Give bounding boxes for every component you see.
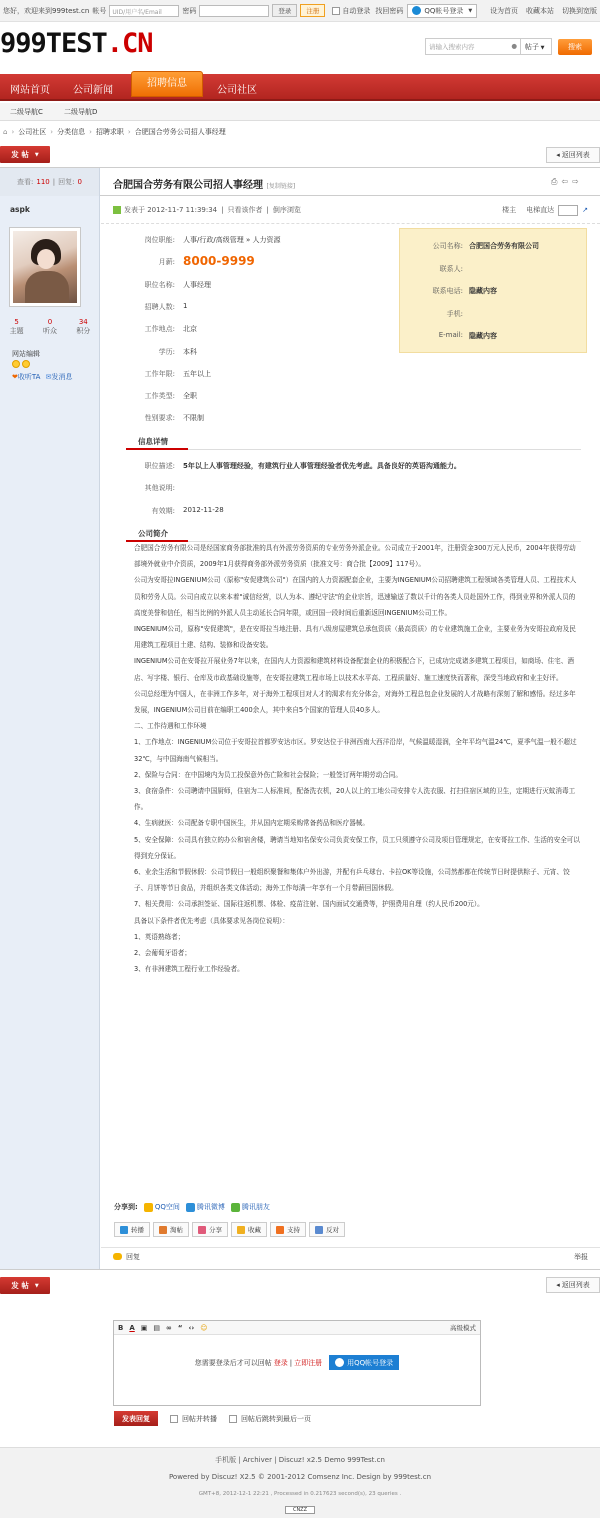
login-prompt xyxy=(114,1355,480,1370)
medals xyxy=(12,360,73,372)
meta-divider: | xyxy=(266,206,269,214)
bold-icon[interactable]: B xyxy=(118,1323,124,1332)
site-logo[interactable] xyxy=(0,30,153,57)
company-paragraph: 5、安全保障：公司具有独立的办公和宿舍楼，聘请当地知名保安公司负责安保工作，员工只须遵守公司及项目管理规定，在安哥拉工作、生活的安全可以得到充分保证。 xyxy=(134,835,580,860)
new-post-button-bottom[interactable] xyxy=(0,1277,50,1294)
advanced-mode-link[interactable]: 高级模式 xyxy=(450,1324,476,1332)
footer-links[interactable]: 手机版 | Archiver | Discuz! x2.5 Demo 999Test.cn xyxy=(215,1456,385,1464)
nav-item-news[interactable]: 公司新闻 xyxy=(73,85,113,96)
share-label: 分享到: xyxy=(114,1203,138,1211)
pengyou-icon xyxy=(231,1203,240,1212)
share-target-label: 腾讯朋友 xyxy=(241,1203,270,1211)
chevron-left-icon: ◂ xyxy=(556,1281,560,1289)
reply-link[interactable]: 回复 xyxy=(126,1252,140,1261)
company-paragraph: 公司总经理为中国人，在非洲工作多年，对于海外工程项目对人才的渴求有充分体会，对海外工程总包企业发展的人才战略有深刻了解和感悟。经过多年发展，INGENIUM公司目前在编职工400余人，其中来自5个国家的管理人员40多人。 xyxy=(134,689,576,715)
logo-suffix: .CN xyxy=(106,28,153,59)
action-label: 收藏 xyxy=(248,1226,261,1234)
thread-title xyxy=(113,176,295,191)
wide-link[interactable]: 切换到宽版 xyxy=(562,6,597,15)
auto-login-label: 自动登录 xyxy=(342,6,371,15)
contact-value: 隐藏内容 xyxy=(469,287,497,295)
report-link[interactable]: 举报 xyxy=(574,1252,588,1261)
job-field-label: 岗位职能: xyxy=(144,236,175,244)
stat-label: 积分 xyxy=(76,327,91,335)
action-label: 转播 xyxy=(131,1226,144,1234)
message-icon: ✉ xyxy=(45,373,52,381)
section-heading: 公司简介 xyxy=(126,528,581,542)
share-tweibo[interactable] xyxy=(186,1202,225,1212)
welcome-text: 您好，欢迎来到999test.cn xyxy=(3,6,90,15)
new-post-label: 发 帖 xyxy=(11,1281,29,1290)
contact-label: 联系电话: xyxy=(432,287,463,295)
views-count: 110 xyxy=(36,178,50,186)
login-button[interactable]: 登录 xyxy=(272,4,297,17)
salary-value: 8000-9999 xyxy=(183,254,255,268)
chevron-down-icon: ▼ xyxy=(34,1282,39,1289)
author-stat[interactable] xyxy=(43,318,57,336)
jump-last-checkbox[interactable] xyxy=(229,1415,237,1423)
oppose-button[interactable] xyxy=(309,1222,345,1237)
breadcrumb-separator: › xyxy=(11,128,15,136)
contact-box xyxy=(399,228,587,353)
nav-item-jobs[interactable]: 招聘信息 xyxy=(131,71,203,97)
stat-value: 0 xyxy=(47,318,53,326)
company-paragraph: 1、英语熟练者； xyxy=(134,932,185,941)
editor-toolbar xyxy=(114,1321,480,1335)
online-icon xyxy=(113,206,121,214)
company-paragraph: 公司为安哥拉INGENIUM公司（原称"安促建筑公司"）在国内的人力资源配套企业，主要为INGENIUM公司招聘建筑工程领域各类管理人员、工程技术人员和劳务人员。公司自成立以来本着"诚信经营，以人为本、遵纪守法"的企业宗旨，迅速输送了数以千计的各类人员赴国外工作，得到业界和外派人员的高度美誉和信任，相当比例的外派人员主动延长合同年限，或回国一段时间后重新返回INGENIUM公司工作。 xyxy=(134,576,577,617)
job-field-value: 人事经理 xyxy=(183,281,211,289)
prev-thread-icon[interactable]: ⇦ xyxy=(561,177,569,186)
qq-login-button[interactable] xyxy=(407,4,477,18)
nav-item-community[interactable]: 公司社区 xyxy=(217,85,257,96)
job-field-label: 工作年限: xyxy=(144,370,175,378)
job-field-value: 1 xyxy=(183,302,188,310)
company-paragraph: 6、业余生活和节假休假：公司节假日一般组织聚餐和集体户外出游，并配有乒乓球台、卡拉OK等设施，公司然都都在传统节日时提供粽子、元宵、饺子、月饼等节日食品，并组织各类文体活动；海外工作每满一年享有一个月带薪回国休假。 xyxy=(134,868,570,893)
subnav-item-d[interactable]: 二级导航D xyxy=(64,108,98,116)
section-heading: 信息详情 xyxy=(126,436,581,450)
contact-label: 手机: xyxy=(446,310,463,318)
thread-tools xyxy=(551,177,579,187)
qq-icon xyxy=(412,6,421,15)
author-stats xyxy=(0,318,100,336)
company-paragraph: 1、工作地点：INGENIUM公司位于安哥拉首都罗安达市区。罗安达位于非洲西南大西洋沿岸，气候温暖湿润，全年平均气温24℃，夏季气温一般不超过32℃，与中国海南气候相当。 xyxy=(134,738,577,763)
company-paragraph: 3、食宿条件：公司聘请中国厨师，住宿为二人标准间，配备洗衣机，20人以上的工地公司安排专人洗衣服、打扫住宿区域的卫生，定期进行灭蚊消毒工作。 xyxy=(134,787,576,812)
breadcrumb-item[interactable]: 公司社区 xyxy=(18,128,47,136)
company-paragraph: INGENIUM公司，原称"安促建筑"，是在安哥拉当地注册、具有八级房屋建筑总承包资质（最高资质）的专业建筑施工企业，主要业务为安哥拉政府及民用建筑工程项目土建、结构、装修和设备安装。 xyxy=(134,625,576,650)
star-icon xyxy=(237,1226,245,1234)
replies-count: 0 xyxy=(77,178,82,186)
contact-value: 隐藏内容 xyxy=(469,332,497,340)
link-icon[interactable]: ∞ xyxy=(166,1323,172,1332)
nav-item-home[interactable]: 网站首页 xyxy=(10,85,50,96)
editor-qq-login-button[interactable] xyxy=(329,1355,399,1370)
message-link[interactable]: 发消息 xyxy=(51,373,73,381)
editor-register-link[interactable]: 立即注册 xyxy=(294,1358,323,1367)
print-icon[interactable]: ⎙ xyxy=(551,177,558,186)
attachment-icon[interactable]: ▤ xyxy=(153,1323,161,1332)
post-meta-bar xyxy=(101,197,600,224)
favorite-button[interactable] xyxy=(231,1222,267,1237)
search-button[interactable]: 搜索 xyxy=(558,39,592,55)
font-color-icon[interactable]: A xyxy=(129,1323,135,1332)
job-field-value: 北京 xyxy=(183,325,197,333)
company-description xyxy=(134,540,581,977)
breadcrumb-item[interactable]: 招聘求职 xyxy=(95,128,124,136)
jump-last-checkbox-label: 回帖后跳转到最后一页 xyxy=(241,1414,311,1423)
share-bar xyxy=(114,1202,270,1212)
contact-value: 合肥国合劳务有限公司 xyxy=(469,242,539,250)
relay-checkbox-label: 回帖并转播 xyxy=(182,1414,217,1423)
search-placeholder: 请输入搜索内容 xyxy=(429,43,475,51)
reply-submit-row xyxy=(114,1411,311,1426)
submit-reply-button[interactable]: 发表回复 xyxy=(114,1411,158,1426)
share-pengyou[interactable] xyxy=(231,1202,270,1212)
back-to-list-button[interactable] xyxy=(546,147,600,163)
job-field-value: 不限制 xyxy=(183,414,204,422)
detail-field-label: 职位描述: xyxy=(144,462,175,470)
job-field-value: 人事/行政/高级管理 » 人力资源 xyxy=(183,236,281,244)
stat-label: 听众 xyxy=(42,327,57,335)
thumbs-down-icon xyxy=(315,1226,323,1234)
image-icon[interactable]: ▣ xyxy=(140,1323,148,1332)
job-field-label: 月薪: xyxy=(158,258,175,266)
company-paragraph: INGENIUM公司在安哥拉开展业务7年以来，在国内人力资源和建筑材料设备配套企业的积极配合下，已成功完成诸多建筑工程项目，如商场、住宅、酒店、写字楼、银行、仓库及市政基础设施等，在安哥拉建筑工程市场上以技术水平高、工程质量好、施工速度快而著称，深受当地政府和业主好评。 xyxy=(134,657,574,682)
chevron-down-icon: ▼ xyxy=(539,45,545,51)
back-to-list-label: 返回列表 xyxy=(561,151,590,159)
relay-button[interactable] xyxy=(114,1222,150,1237)
reply-editor xyxy=(113,1320,481,1406)
new-post-button[interactable] xyxy=(0,146,50,163)
prompt-divider: | xyxy=(289,1358,293,1367)
post-actions xyxy=(114,1222,345,1237)
quote-icon[interactable]: “ xyxy=(177,1323,183,1332)
share-button[interactable] xyxy=(192,1222,228,1237)
cnzz-badge[interactable]: CNZZ xyxy=(285,1506,315,1514)
company-paragraph: 合肥国合劳务有限公司是经国家商务部批准的具有外派劳务资质的专业劳务外派企业。公司成立于2001年，注册资金300万元人民币，2004年获得劳动部境外就业中介资质，2009年1月获得商务部外派劳务资质（批准文号：商合批【2009】117号）。 xyxy=(134,544,576,569)
next-thread-icon[interactable]: ⇨ xyxy=(572,177,579,186)
thread-title-text: 合肥国合劳务有限公司招人事经理 xyxy=(113,180,263,191)
bookmark-link[interactable]: 收藏本站 xyxy=(526,6,554,15)
breadcrumb-item[interactable]: 分类信息 xyxy=(57,128,86,136)
avatar-shape xyxy=(25,271,69,303)
medal-icon xyxy=(12,360,20,368)
share-qzone[interactable] xyxy=(144,1202,180,1212)
go-icon[interactable]: ↗ xyxy=(582,206,588,214)
avatar[interactable] xyxy=(9,227,81,307)
login-prompt-text: 您需要登录后才可以回帖 xyxy=(194,1358,272,1367)
search-bar xyxy=(425,38,592,55)
meta-divider: | xyxy=(221,206,224,214)
author-name[interactable]: aspk xyxy=(10,205,30,214)
breadcrumb-separator: › xyxy=(127,128,131,136)
job-field-value: 本科 xyxy=(183,348,197,356)
breadcrumb-separator: › xyxy=(50,128,54,136)
author-extra xyxy=(12,349,73,383)
jump-input[interactable] xyxy=(558,205,578,216)
follow-icon: ❤ xyxy=(12,373,18,381)
auto-login-checkbox[interactable] xyxy=(332,7,340,15)
qq-icon xyxy=(335,1358,344,1367)
microphone-icon[interactable]: ● xyxy=(511,42,517,50)
chevron-left-icon: ◂ xyxy=(556,151,560,159)
thread-stats xyxy=(0,168,100,196)
company-paragraph: 具备以下条件者优先考虑（具体要求见各岗位说明）： xyxy=(134,916,289,925)
smiley-icon[interactable]: ☺ xyxy=(200,1323,208,1332)
logo-main: 999TEST xyxy=(0,28,107,59)
action-label: 反对 xyxy=(326,1226,339,1234)
jump-label: 电梯直达 xyxy=(526,206,555,214)
share-target-label: QQ空间 xyxy=(154,1203,180,1211)
account-input[interactable]: UID/用户名/Email xyxy=(109,5,179,17)
detail-field-value: 2012-11-28 xyxy=(183,506,224,514)
company-paragraph: 7、相关费用：公司承担签证、国际往返机票、体检、疫苗注射、国内面试交通费等，护照费用自理（约人民币200元）。 xyxy=(134,900,484,909)
detail-field-label: 其他说明: xyxy=(144,484,175,492)
avatar-shape xyxy=(37,249,55,269)
subnav-item-c[interactable]: 二级导航C xyxy=(10,108,43,116)
search-input[interactable] xyxy=(425,38,521,55)
company-paragraph: 2、保险与合同：在中国境内为员工投保意外伤亡险和社会保险；一般签订两年期劳动合同。 xyxy=(134,770,402,779)
reverse-order-link[interactable]: 倒序浏览 xyxy=(272,206,301,214)
action-label: 分享 xyxy=(209,1226,222,1234)
job-field-label: 工作类型: xyxy=(144,392,175,400)
code-icon[interactable]: ‹› xyxy=(188,1323,195,1332)
author-stat[interactable] xyxy=(76,318,90,336)
company-paragraph: 4、生病就医：公司配备专职中国医生，并从国内定期采购常备药品和医疗器械。 xyxy=(134,819,369,828)
follow-link[interactable]: 收听TA xyxy=(17,373,41,381)
password-input[interactable] xyxy=(199,5,269,17)
contact-label: E-mail: xyxy=(438,331,463,339)
search-type-select[interactable] xyxy=(521,38,552,55)
top-toolbar xyxy=(0,0,600,22)
only-author-link[interactable]: 只看该作者 xyxy=(227,206,263,214)
company-paragraph: 2、会葡萄牙语者； xyxy=(134,949,191,958)
company-paragraph: 3、有非洲建筑工程行业工作经验者。 xyxy=(134,965,244,974)
breadcrumb-item[interactable]: 合肥国合劳务公司招人事经理 xyxy=(134,128,226,136)
sub-nav xyxy=(0,103,600,121)
share-target-label: 腾讯微博 xyxy=(196,1203,225,1211)
qq-login-label: QQ帐号登录 xyxy=(424,6,464,15)
action-label: 淘帖 xyxy=(170,1226,183,1234)
relay-icon xyxy=(120,1226,128,1234)
contact-label: 公司名称: xyxy=(432,242,463,250)
new-post-label: 发 帖 xyxy=(11,150,29,159)
author-role: 网站编辑 xyxy=(12,350,40,358)
copy-link[interactable]: [复制链接] xyxy=(266,183,296,190)
job-field-label: 性别要求: xyxy=(144,414,175,422)
company-paragraph: 二、工作待遇和工作环境 xyxy=(134,722,207,731)
views-label: 查看: xyxy=(17,178,34,186)
replies-label: 回复: xyxy=(58,178,75,186)
find-password-link[interactable]: 找回密码 xyxy=(375,6,404,15)
reply-row xyxy=(101,1247,600,1265)
back-to-list-label: 返回列表 xyxy=(561,1281,590,1289)
tweibo-icon xyxy=(186,1203,195,1212)
share-icon xyxy=(198,1226,206,1234)
back-to-list-button-bottom[interactable] xyxy=(546,1277,600,1293)
medal-icon xyxy=(22,360,30,368)
main-nav xyxy=(0,74,600,101)
chevron-down-icon: ▼ xyxy=(468,7,473,14)
detail-field-label: 有效期: xyxy=(151,507,175,515)
post-time: 发表于 2012-11-7 11:39:34 xyxy=(124,206,218,214)
reply-icon xyxy=(113,1253,122,1260)
contact-label: 联系人: xyxy=(439,265,463,273)
stats-divider: | xyxy=(52,178,56,186)
footer xyxy=(0,1447,600,1518)
password-label: 密码 xyxy=(182,6,197,15)
account-label: 帐号 xyxy=(92,6,107,15)
collect-thread-icon xyxy=(159,1226,167,1234)
breadcrumb xyxy=(0,125,226,139)
post-meta-right xyxy=(502,205,600,216)
editor-login-link[interactable]: 登录 xyxy=(273,1358,288,1367)
footer-powered: Powered by Discuz! X2.5 © 2001-2012 Comsenz Inc. Design by 999test.cn xyxy=(168,1473,432,1481)
footer-gmt: GMT+8, 2012-12-1 22:21 , Processed in 0.217623 second(s), 23 queries . xyxy=(198,1491,402,1497)
set-home-link[interactable]: 设为首页 xyxy=(490,6,518,15)
author-stat[interactable] xyxy=(10,318,24,336)
stat-value: 34 xyxy=(78,318,88,326)
home-icon[interactable]: ⌂ xyxy=(3,128,8,136)
collect-thread-button[interactable] xyxy=(153,1222,189,1237)
register-button[interactable]: 注册 xyxy=(300,4,325,17)
action-label: 支持 xyxy=(287,1226,300,1234)
chevron-down-icon: ▼ xyxy=(34,151,39,158)
qq-login-label: 用QQ帐号登录 xyxy=(347,1358,394,1367)
job-field-label: 学历: xyxy=(158,348,175,356)
floor-label: 楼主 xyxy=(502,206,517,214)
author-actions xyxy=(12,372,73,383)
relay-checkbox[interactable] xyxy=(170,1415,178,1423)
support-button[interactable] xyxy=(270,1222,306,1237)
job-field-value: 全职 xyxy=(183,392,197,400)
stat-value: 5 xyxy=(14,318,19,326)
stat-label: 主题 xyxy=(9,327,24,335)
thumbs-up-icon xyxy=(276,1226,284,1234)
job-field-label: 招聘人数: xyxy=(144,303,175,311)
breadcrumb-separator: › xyxy=(89,128,92,136)
search-type-label: 帖子 xyxy=(525,43,539,51)
qzone-icon xyxy=(144,1203,153,1212)
job-field-label: 工作地点: xyxy=(144,325,175,333)
job-field-value: 五年以上 xyxy=(183,370,211,378)
avatar-photo xyxy=(13,231,77,303)
job-field-label: 职位名称: xyxy=(144,281,175,289)
detail-field-value: 5年以上人事管理经验，有建筑行业人事管理经验者优先考虑。具备良好的英语沟通能力。 xyxy=(183,462,461,470)
